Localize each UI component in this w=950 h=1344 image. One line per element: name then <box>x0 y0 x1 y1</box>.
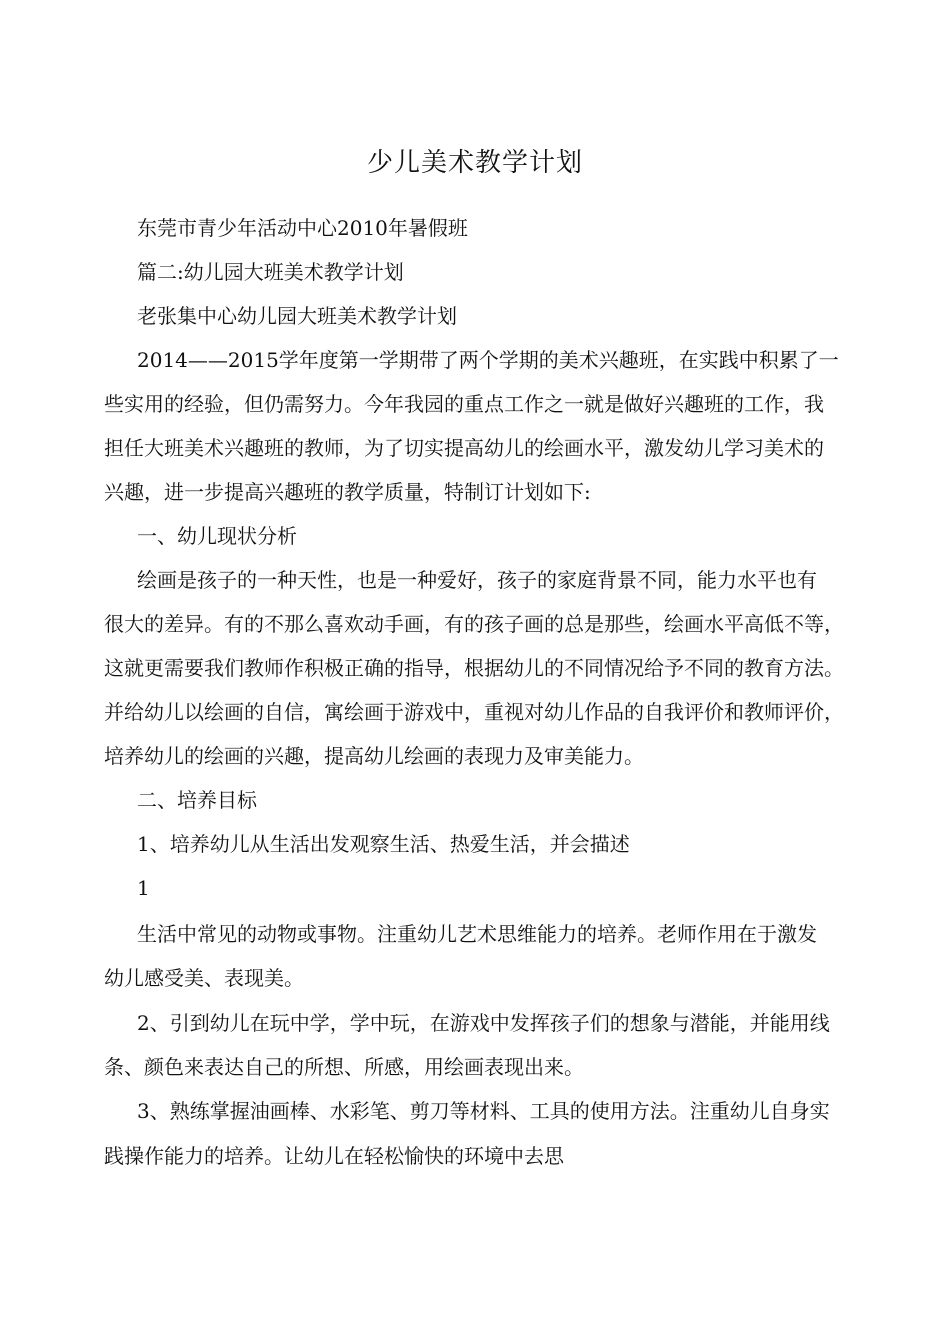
paragraph-line: 很大的差异。有的不那么喜欢动手画，有的孩子画的总是那些，绘画水平高低不等， <box>104 612 844 636</box>
paragraph-line: 这就更需要我们教师作积极正确的指导，根据幼儿的不同情况给予不同的教育方法。 <box>104 656 844 680</box>
paragraph-line: 东莞市青少年活动中心2010年暑假班 <box>137 216 468 240</box>
section-heading: 二、培养目标 <box>137 788 257 812</box>
paragraph-line: 担任大班美术兴趣班的教师，为了切实提高幼儿的绘画水平，激发幼儿学习美术的 <box>104 436 824 460</box>
paragraph-line: 生活中常见的动物或事物。注重幼儿艺术思维能力的培养。老师作用在于激发 <box>137 922 817 946</box>
paragraph-line: 老张集中心幼儿园大班美术教学计划 <box>137 304 457 328</box>
paragraph-line: 些实用的经验，但仍需努力。今年我园的重点工作之一就是做好兴趣班的工作，我 <box>104 392 824 416</box>
paragraph-line: 并给幼儿以绘画的自信，寓绘画于游戏中，重视对幼儿作品的自我评价和教师评价， <box>104 700 844 724</box>
paragraph-line: 幼儿感受美、表现美。 <box>104 966 304 990</box>
section-heading: 一、幼儿现状分析 <box>137 524 297 548</box>
paragraph-line: 培养幼儿的绘画的兴趣，提高幼儿绘画的表现力及审美能力。 <box>104 744 644 768</box>
paragraph-line: 绘画是孩子的一种天性，也是一种爱好，孩子的家庭背景不同，能力水平也有 <box>137 568 817 592</box>
paragraph-line: 兴趣，进一步提高兴趣班的教学质量，特制订计划如下: <box>104 480 591 504</box>
paragraph-line: 践操作能力的培养。让幼儿在轻松愉快的环境中去思 <box>104 1144 564 1168</box>
document-title: 少儿美术教学计划 <box>366 148 583 178</box>
paragraph-line: 3、熟练掌握油画棒、水彩笔、剪刀等材料、工具的使用方法。注重幼儿自身实 <box>137 1099 830 1123</box>
paragraph-line: 1、培养幼儿从生活出发观察生活、热爱生活，并会描述 <box>137 832 630 856</box>
paragraph-line: 篇二:幼儿园大班美术教学计划 <box>137 260 404 284</box>
page-number: 1 <box>137 876 150 900</box>
paragraph-line: 条、颜色来表达自己的所想、所感，用绘画表现出来。 <box>104 1055 584 1079</box>
paragraph-line: 2014——2015学年度第一学期带了两个学期的美术兴趣班，在实践中积累了一 <box>137 348 839 372</box>
paragraph-line: 2、引到幼儿在玩中学，学中玩，在游戏中发挥孩子们的想象与潜能，并能用线 <box>137 1011 830 1035</box>
